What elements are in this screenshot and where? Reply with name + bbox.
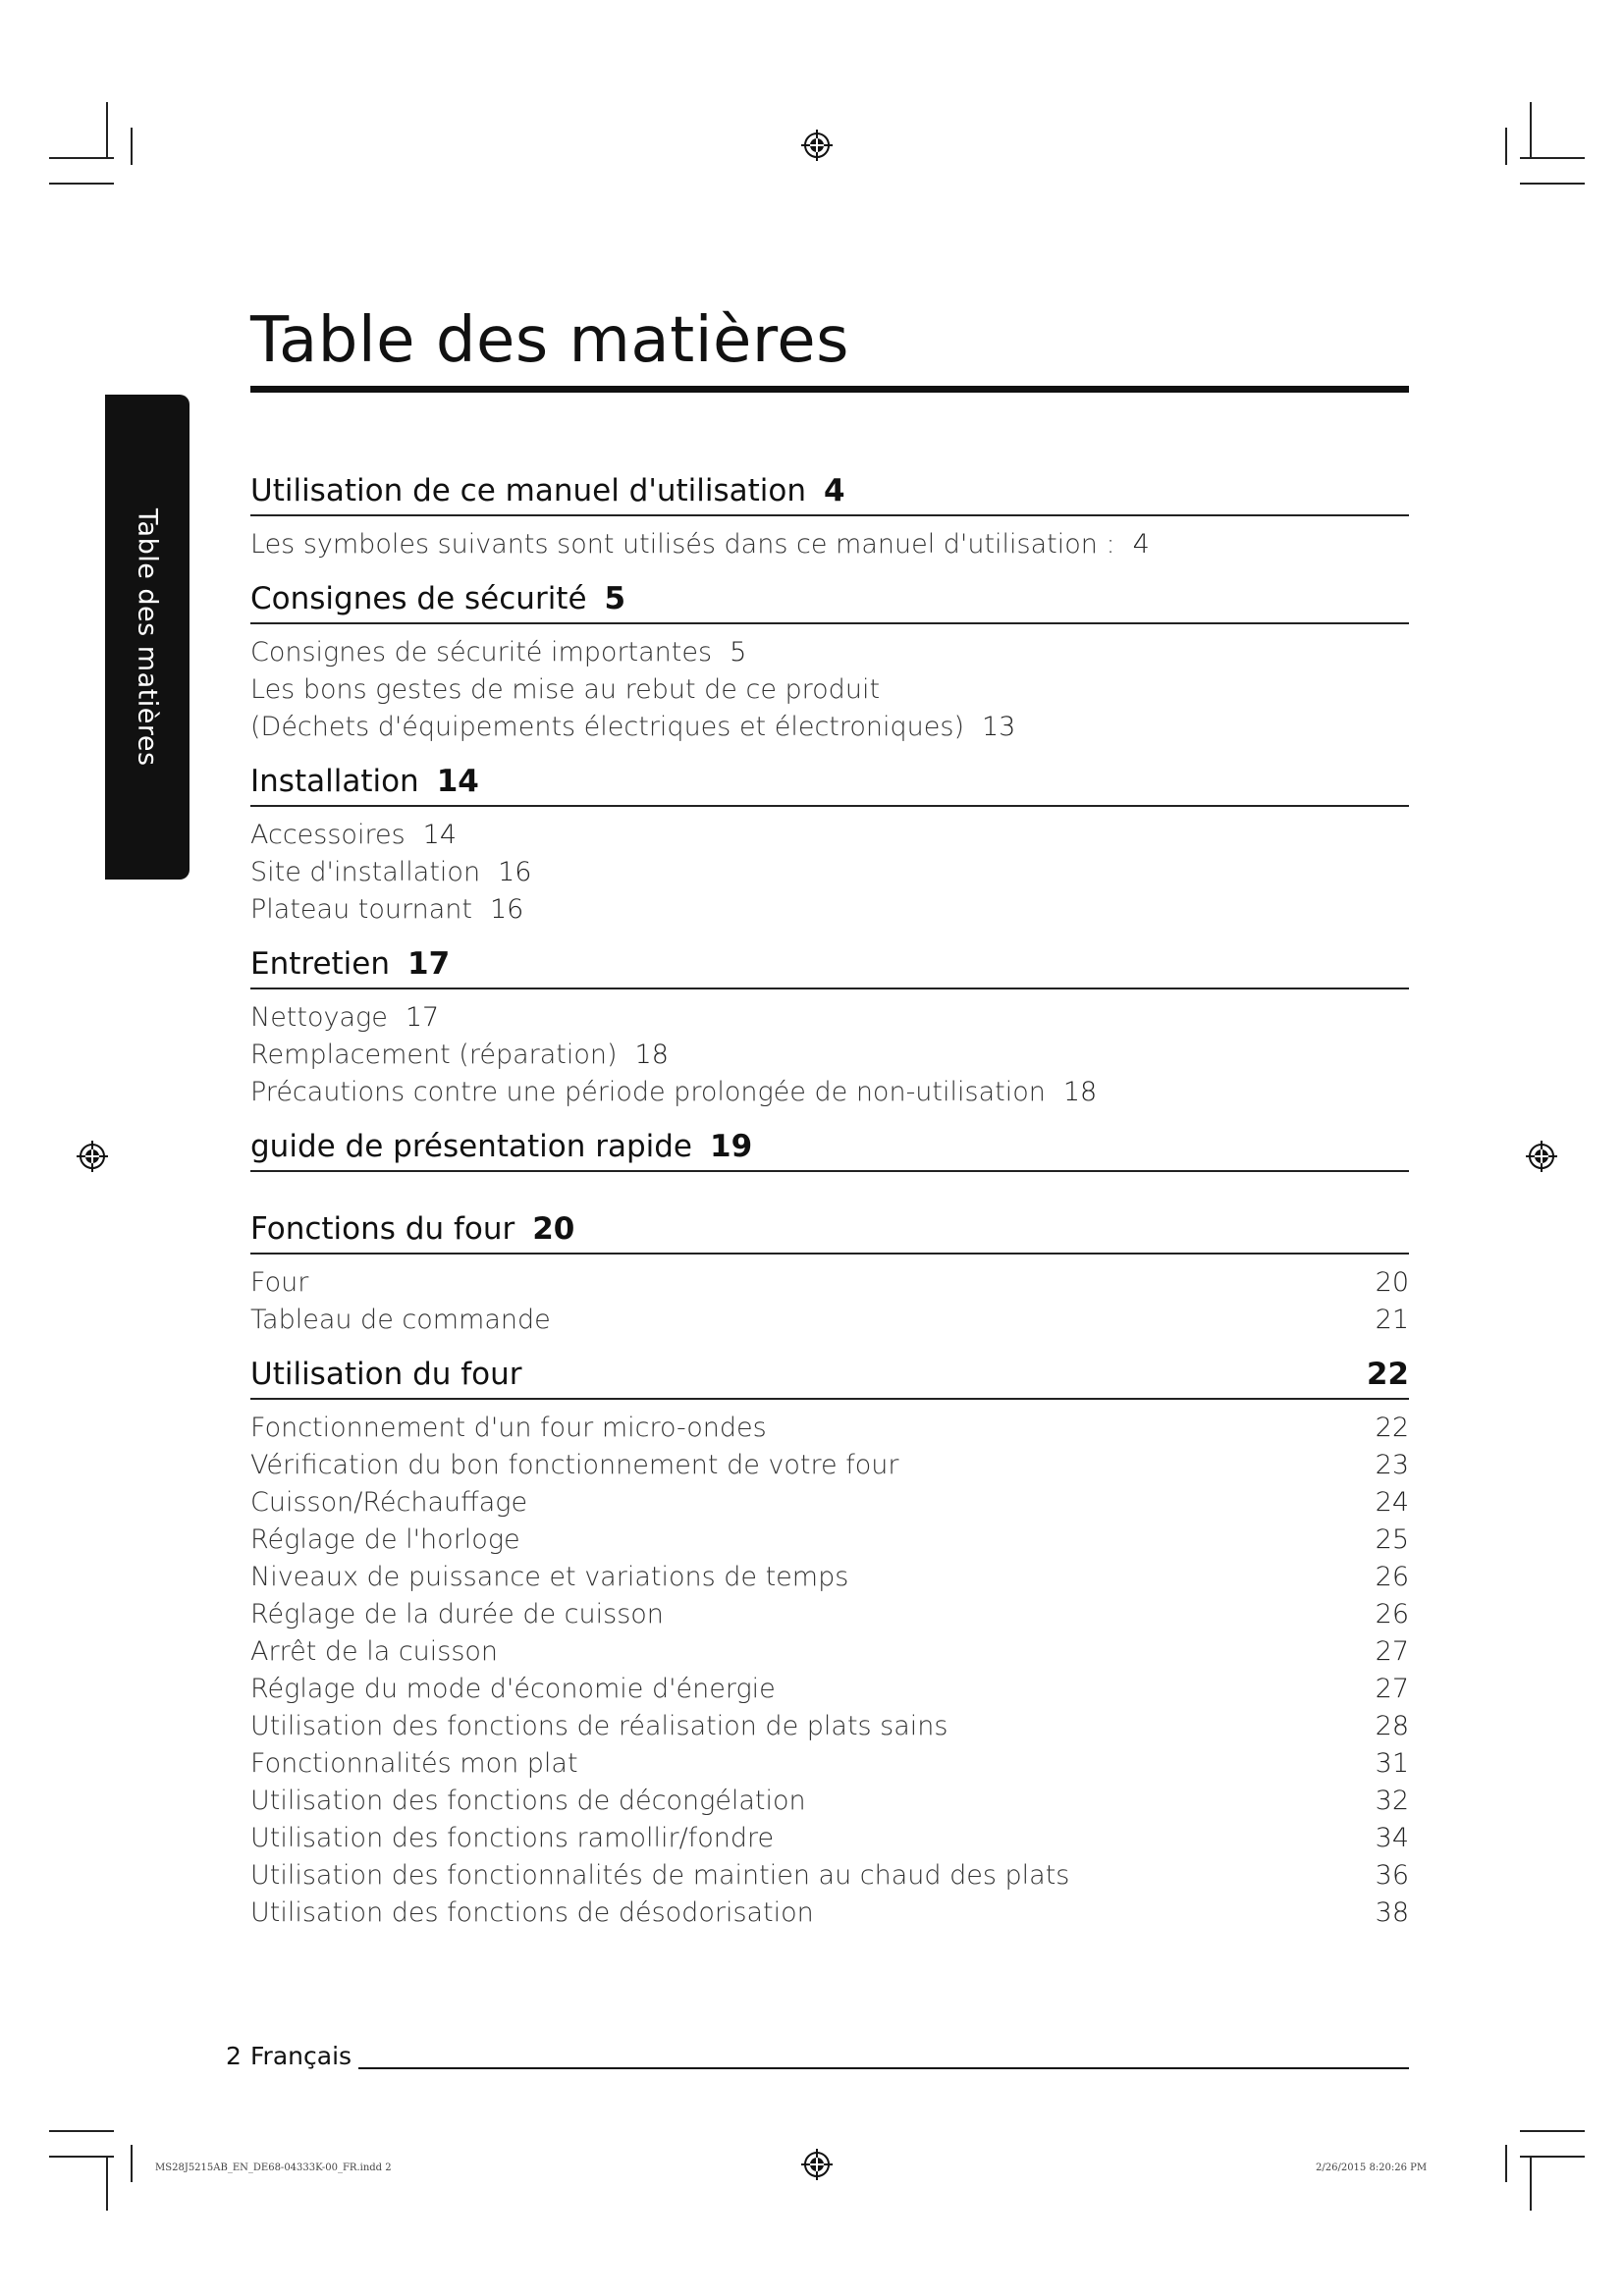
toc-entry-title: Vérification du bon fonctionnement de votre four [250,1450,899,1480]
toc-section-title: Fonctions du four [250,1211,515,1247]
toc-entry-title: Réglage de l'horloge [250,1524,520,1555]
toc-section-page: 20 [532,1211,575,1247]
toc-entry-title: Consignes de sécurité importantes [250,637,713,667]
footer-rule [358,2067,1409,2069]
toc-entry-title: Fonctionnement d'un four micro-ondes [250,1413,767,1443]
toc-entry-title: Les symboles suivants sont utilisés dans ce manuel d'utilisation : [250,529,1115,560]
toc-entry-page: 28 [1375,1711,1409,1741]
toc-section [250,473,1409,563]
toc-section-title: guide de présentation rapide [250,1129,692,1164]
toc-section-title: Installation [250,764,419,799]
toc-entry-title: Site d'installation [250,857,481,887]
toc-section [250,1211,1409,1339]
toc-section-heading[interactable] [250,946,1409,989]
toc-section-heading[interactable] [250,473,1409,516]
toc-entry-page: 16 [498,857,532,887]
toc-entry[interactable] [250,854,1409,891]
toc-entry-page: 22 [1375,1413,1409,1443]
toc-entry[interactable] [250,1484,1409,1522]
toc-entry-page: 27 [1375,1674,1409,1704]
toc-section-heading[interactable] [250,764,1409,807]
toc-entry[interactable] [250,1783,1409,1820]
toc-section-heading[interactable] [250,1129,1409,1172]
toc-entry-title: Fonctionnalités mon plat [250,1748,578,1779]
toc-entry[interactable] [250,1820,1409,1857]
registration-target-icon [1525,1140,1558,1173]
toc-entry[interactable] [250,1522,1409,1559]
toc-entry[interactable] [250,1410,1409,1447]
toc-entry-title: Utilisation des fonctions de décongélation [250,1786,806,1816]
toc-entry[interactable] [250,1671,1409,1708]
toc-entry-title: Réglage de la durée de cuisson [250,1599,664,1629]
toc-entry[interactable] [250,817,1409,854]
registration-target-icon [800,129,834,162]
toc-entry[interactable] [250,634,1409,671]
toc-entry-title: Arrêt de la cuisson [250,1636,499,1667]
table-of-contents [250,473,1409,1949]
toc-entry[interactable] [250,1596,1409,1633]
toc-entry[interactable] [250,1037,1409,1074]
toc-entry-title: Niveaux de puissance et variations de temps [250,1562,849,1592]
toc-section-page: 17 [407,946,451,982]
toc-entry-list [250,1410,1409,1932]
toc-section-heading[interactable] [250,1211,1409,1255]
toc-entry[interactable] [250,1857,1409,1895]
toc-entry-page: 17 [405,1002,440,1033]
toc-entry-title: Four [250,1267,309,1298]
toc-section [250,1129,1409,1172]
toc-entry[interactable] [250,1264,1409,1302]
toc-entry-page: 38 [1375,1897,1409,1928]
toc-section-title: Consignes de sécurité [250,581,587,616]
toc-section-heading[interactable] [250,1357,1409,1400]
toc-entry-page: 18 [634,1040,669,1070]
page-title: Table des matières [250,304,849,377]
toc-entry-title: Utilisation des fonctionnalités de maintien au chaud des plats [250,1860,1070,1891]
side-tab [105,395,189,880]
toc-entry-page: 21 [1375,1305,1409,1335]
toc-entry[interactable] [250,1708,1409,1745]
toc-entry-title: Utilisation des fonctions de réalisation de plats sains [250,1711,948,1741]
toc-section-page: 4 [824,473,845,508]
toc-entry-title: (Déchets d'équipements électriques et électroniques) [250,712,964,742]
toc-entry-title: Utilisation des fonctions ramollir/fondre [250,1823,775,1853]
toc-entry-page: 20 [1375,1267,1409,1298]
footer-page-number: 2 [226,2042,242,2070]
toc-entry-page: 23 [1375,1450,1409,1480]
toc-section [250,764,1409,929]
toc-entry[interactable] [250,1633,1409,1671]
toc-section-title: Entretien [250,946,391,982]
toc-entry[interactable] [250,709,1409,746]
toc-entry-page: 5 [730,637,747,667]
toc-entry[interactable] [250,1447,1409,1484]
toc-section-title: Utilisation du four [250,1357,522,1392]
toc-section-page: 14 [436,764,479,799]
toc-entry-page: 4 [1132,529,1150,560]
toc-entry-title: Réglage du mode d'économie d'énergie [250,1674,776,1704]
toc-entry-page: 25 [1375,1524,1409,1555]
toc-entry-page: 32 [1375,1786,1409,1816]
toc-section-title: Utilisation de ce manuel d'utilisation [250,473,807,508]
toc-entry-page: 27 [1375,1636,1409,1667]
slug-timestamp: 2/26/2015 8:20:26 PM [1316,2163,1428,2173]
toc-entry-title: Les bons gestes de mise au rebut de ce produit [250,674,881,705]
toc-entry[interactable] [250,1302,1409,1339]
toc-entry-title: Précautions contre une période prolongée de non-utilisation [250,1077,1046,1107]
toc-entry-page: 31 [1375,1748,1409,1779]
toc-entry[interactable] [250,1559,1409,1596]
toc-entry[interactable] [250,891,1409,929]
toc-entry-list [250,817,1409,929]
toc-entry-page: 26 [1375,1599,1409,1629]
toc-entry[interactable] [250,999,1409,1037]
toc-entry-title: Remplacement (réparation) [250,1040,618,1070]
toc-entry-page: 14 [422,820,457,850]
registration-target-icon [800,2148,834,2181]
toc-section-page: 5 [604,581,626,616]
toc-entry-title: Utilisation des fonctions de désodorisation [250,1897,814,1928]
toc-section [250,1357,1409,1932]
toc-entry-page: 36 [1375,1860,1409,1891]
toc-entry-page: 26 [1375,1562,1409,1592]
toc-entry-title: Tableau de commande [250,1305,551,1335]
toc-section [250,946,1409,1111]
toc-entry-page: 24 [1375,1487,1409,1518]
toc-section-page: 22 [1366,1357,1409,1392]
toc-section-page: 19 [710,1129,753,1164]
toc-entry-title: Nettoyage [250,1002,388,1033]
toc-entry-title: Accessoires [250,820,406,850]
toc-entry[interactable] [250,526,1409,563]
toc-entry-page: 13 [981,712,1016,742]
toc-entry-title: Cuisson/Réchauffage [250,1487,528,1518]
slug-filename: MS28J5215AB_EN_DE68-04333K-00_FR.indd 2 [155,2163,392,2173]
toc-entry[interactable] [250,1745,1409,1783]
footer-language: Français [250,2042,352,2070]
toc-entry-list [250,634,1409,746]
title-rule [250,386,1409,393]
side-tab-label: Table des matières [132,507,163,767]
toc-section-heading[interactable] [250,581,1409,624]
toc-entry-title: Plateau tournant [250,894,472,925]
toc-entry-page: 34 [1375,1823,1409,1853]
toc-entry-page: 18 [1062,1077,1098,1107]
toc-entry[interactable] [250,1074,1409,1111]
toc-entry[interactable] [250,671,1409,709]
toc-entry-list [250,1264,1409,1339]
toc-entry-list [250,526,1409,563]
toc-entry[interactable] [250,1895,1409,1932]
toc-entry-page: 16 [489,894,524,925]
registration-target-icon [76,1140,109,1173]
toc-entry-list [250,999,1409,1111]
toc-section [250,581,1409,746]
